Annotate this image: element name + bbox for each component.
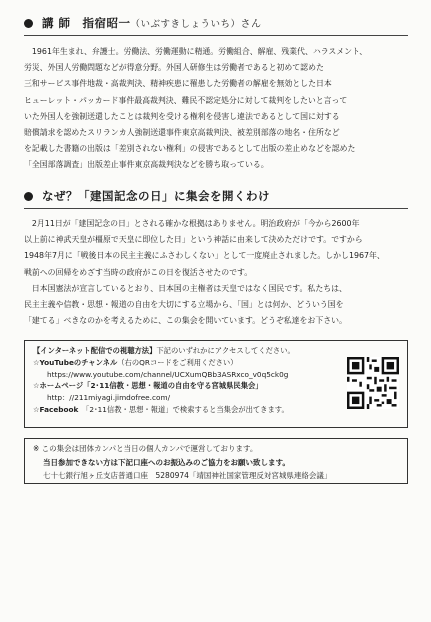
reason-line: 1948年7月に「戦後日本の民主主義にふさわしくない」として一度廃止されました。しかし1967年、 [24, 251, 385, 261]
reason-line: 以上前に神武天皇が橿原で天皇に即位した日」という神話に由来して決めただけです。ですから [24, 235, 363, 245]
reason-line: 「建てる」べきなのかを考えるために、この集会を開いています。どうぞ私達をお下さい。 [24, 316, 347, 326]
speaker-bio [24, 44, 408, 174]
speaker-reading: （いぶすきしょういち） [130, 19, 241, 30]
speaker-suffix: さん [240, 19, 262, 30]
streaming-box [24, 340, 408, 428]
reason-line: 日本国憲法が宣言しているとおり、日本国の主権者は天皇ではなく国民です。私たちは、 [31, 283, 347, 293]
bio-line: 「全国部落調査」出版差止事件東京高裁判決などを勝ち取っている。 [24, 160, 269, 170]
bio-line: 1961年生まれ、弁護士。労働法、労働運動に精通。労働組合、解雇、残業代、ハラスメント、 [31, 47, 368, 56]
facebook-note: 「2･11信教・思想・報道」で検索すると当集会が出てきます。 [85, 404, 289, 414]
streaming-title-line [33, 345, 399, 357]
reason-paragraph-1 [24, 216, 408, 329]
youtube-url[interactable]: https://www.youtube.com/channel/UCXumQBb3ASRxco_v0q5ck0g [47, 369, 289, 379]
divider [24, 208, 408, 209]
youtube-line [33, 357, 399, 369]
youtube-note: （右のQRコードをご利用ください） [117, 357, 238, 367]
bio-line: 労災、外国人労働問題などが得意分野。外国人研修生は労働者であると初めて認めた [24, 63, 324, 73]
reason-line: 民主主義や信教・思想・報道の自由を大切にする立場から、「国」とは何か、どういう国を [24, 300, 344, 310]
homepage-url[interactable]: http：//211miyagi.jimdofree.com/ [47, 393, 171, 403]
streaming-title-note: 下記のいずれかにアクセスしてください。 [156, 346, 295, 355]
note-line-2: 当日参加できない方は下記口座へのお振込みのご協力をお願い致します。 [43, 457, 290, 467]
reason-title: なぜ？「建国記念の日」に集会を開くわけ [42, 189, 270, 203]
streaming-title: 【インターネット配信での視聴方法】 [33, 346, 157, 355]
qr-code-icon[interactable] [347, 357, 399, 409]
reason-heading [24, 188, 270, 204]
bio-line: 賠償請求を認めたスリランカ人強制送還事件東京高裁判決、被差別部落の地名・住所など [24, 128, 340, 138]
speaker-name: 講 師 指宿昭一 [42, 16, 131, 30]
bio-line: ヒューレット・パッカード事件最高裁判決、難民不認定処分に対して裁判をしたいと言って [24, 95, 348, 105]
reason-line: 2月11日が「建国記念の日」とされる確かな根拠はありません。明治政府が「今から2600年 [31, 219, 360, 228]
homepage-label: ☆ホームページ「2･11信教・思想・報道の自由を守る宮城県民集会」 [33, 381, 263, 391]
bio-line: いた外国人を強制送還したことは裁判を受ける権利を侵害し違法であるとして国に対する [24, 111, 340, 121]
bio-line: を記載した書籍の出版は「差別されない権利」の侵害であるとして出版の差止めなどを認めた [24, 144, 356, 154]
youtube-label: ☆YouTubeのチャンネル [33, 357, 118, 367]
bank-account: 七十七銀行旭ヶ丘支店普通口座 5280974「靖国神社国家管理反対宮城県連絡会議」 [43, 471, 332, 480]
donation-note-box [24, 438, 408, 484]
bullet-icon [24, 19, 33, 28]
facebook-line [33, 404, 399, 416]
reason-line: 戦前への回帰をめざす当時の政府がこの日を復活させたのです。 [24, 267, 253, 277]
bullet-icon [24, 192, 33, 201]
note-line-1: ※ この集会は団体カンパと当日の個人カンパで運営しております。 [33, 444, 258, 453]
divider [24, 35, 408, 36]
bio-line: 三和サービス事件地裁・高裁判決、精神疾患に罹患した労働者の解雇を無効とした日本 [24, 79, 332, 89]
facebook-label: ☆Facebook [33, 404, 79, 414]
speaker-heading [24, 15, 262, 31]
